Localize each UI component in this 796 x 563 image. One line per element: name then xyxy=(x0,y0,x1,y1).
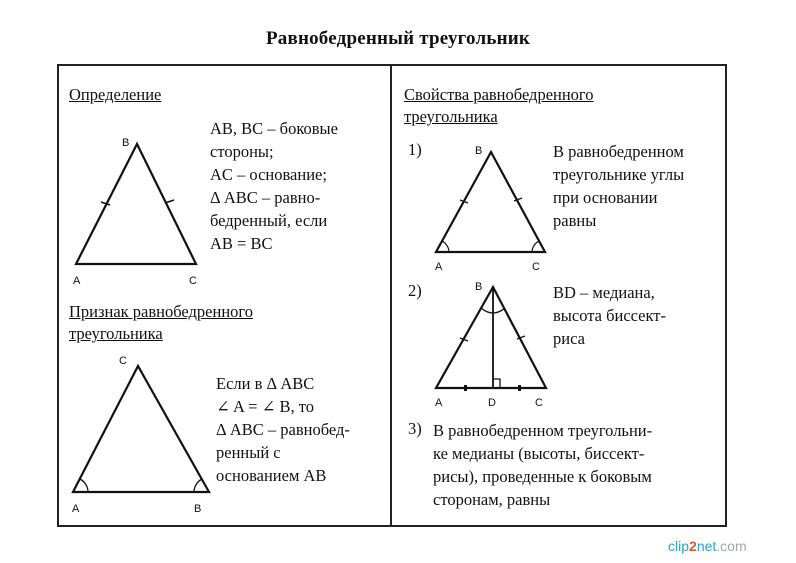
property-3-line: ке медианы (высоты, биссект- xyxy=(433,444,645,463)
property-1-line: В равнобедренном xyxy=(553,142,684,161)
vertex-label-b: B xyxy=(475,281,483,293)
vertex-label-a: A xyxy=(73,275,81,287)
column-divider xyxy=(390,64,392,527)
criterion-line: Δ ABC – равнобед- xyxy=(216,420,350,439)
definition-line: AB = BC xyxy=(210,234,273,253)
criterion-text xyxy=(216,372,350,487)
vertex-label-c: C xyxy=(189,275,197,287)
properties-heading xyxy=(404,84,594,128)
property-2-triangle-figure xyxy=(425,278,565,413)
properties-heading-line: треугольника xyxy=(404,107,498,126)
property-3-number: 3) xyxy=(408,419,422,438)
criterion-heading xyxy=(69,301,253,345)
property-2-triangle xyxy=(436,287,546,388)
angle-arc-a xyxy=(80,479,88,492)
criterion-line: Если в Δ ABC xyxy=(216,374,315,393)
definition-triangle xyxy=(76,144,196,264)
definition-line: стороны; xyxy=(210,142,274,161)
property-1-triangle-figure xyxy=(425,140,565,280)
property-2-line: риса xyxy=(553,329,585,348)
angle-arc-b xyxy=(194,479,202,492)
property-1-number: 1) xyxy=(408,140,422,159)
vertex-label-b: B xyxy=(475,145,483,157)
page-title: Равнобедренный треугольник xyxy=(265,28,531,49)
property-1-text xyxy=(553,140,684,232)
tick-mark-ad xyxy=(464,385,467,391)
definition-triangle-figure xyxy=(60,130,210,290)
vertex-label-a: A xyxy=(435,397,443,409)
vertex-label-a: A xyxy=(435,261,443,273)
property-3-line: рисы), проведенные к боковым xyxy=(433,467,652,486)
definition-line: AB, BC – боковые xyxy=(210,119,338,138)
definition-line: бедренный, если xyxy=(210,211,328,230)
watermark-part: clip xyxy=(668,538,690,554)
property-3-text xyxy=(433,419,652,511)
property-1-line: треугольнике углы xyxy=(553,165,685,184)
property-2-line: высота биссект- xyxy=(553,306,666,325)
criterion-triangle-figure xyxy=(60,352,220,522)
criterion-line: основанием AB xyxy=(216,466,327,485)
criterion-triangle xyxy=(73,366,209,492)
watermark-part: 2 xyxy=(689,538,697,554)
watermark-part: .com xyxy=(716,538,747,554)
property-1-triangle xyxy=(436,152,545,252)
property-1-line: равны xyxy=(553,211,597,230)
properties-heading-line: Свойства равнобедренного xyxy=(404,85,594,104)
watermark xyxy=(668,538,747,554)
criterion-heading-line: треугольника xyxy=(69,324,163,343)
property-1-line: при основании xyxy=(553,188,658,207)
criterion-line: ∠ A = ∠ B, то xyxy=(216,397,315,416)
vertex-label-d: D xyxy=(488,397,496,409)
vertex-label-b: B xyxy=(122,137,130,149)
property-2-line: BD – медиана, xyxy=(553,283,655,302)
angle-arc-a xyxy=(442,241,449,252)
property-3-line: В равнобедренном треугольни- xyxy=(433,421,653,440)
vertex-label-b: B xyxy=(194,503,202,515)
property-3-line: сторонам, равны xyxy=(433,490,551,509)
vertex-label-c: C xyxy=(532,261,540,273)
definition-line: AC – основание; xyxy=(210,165,327,184)
vertex-label-c: C xyxy=(119,355,127,367)
definition-heading: Определение xyxy=(69,85,162,104)
property-2-text xyxy=(553,281,666,350)
definition-line: Δ ABC – равно- xyxy=(210,188,321,207)
criterion-heading-line: Признак равнобедренного xyxy=(69,302,254,321)
tick-mark-dc xyxy=(518,385,521,391)
criterion-line: ренный с xyxy=(216,443,281,462)
watermark-part: net xyxy=(696,538,717,554)
vertex-label-a: A xyxy=(72,503,80,515)
property-2-number: 2) xyxy=(408,281,422,300)
vertex-label-c: C xyxy=(535,397,543,409)
definition-text xyxy=(210,117,338,255)
angle-arc-c xyxy=(532,241,539,252)
right-angle-mark xyxy=(493,379,500,388)
